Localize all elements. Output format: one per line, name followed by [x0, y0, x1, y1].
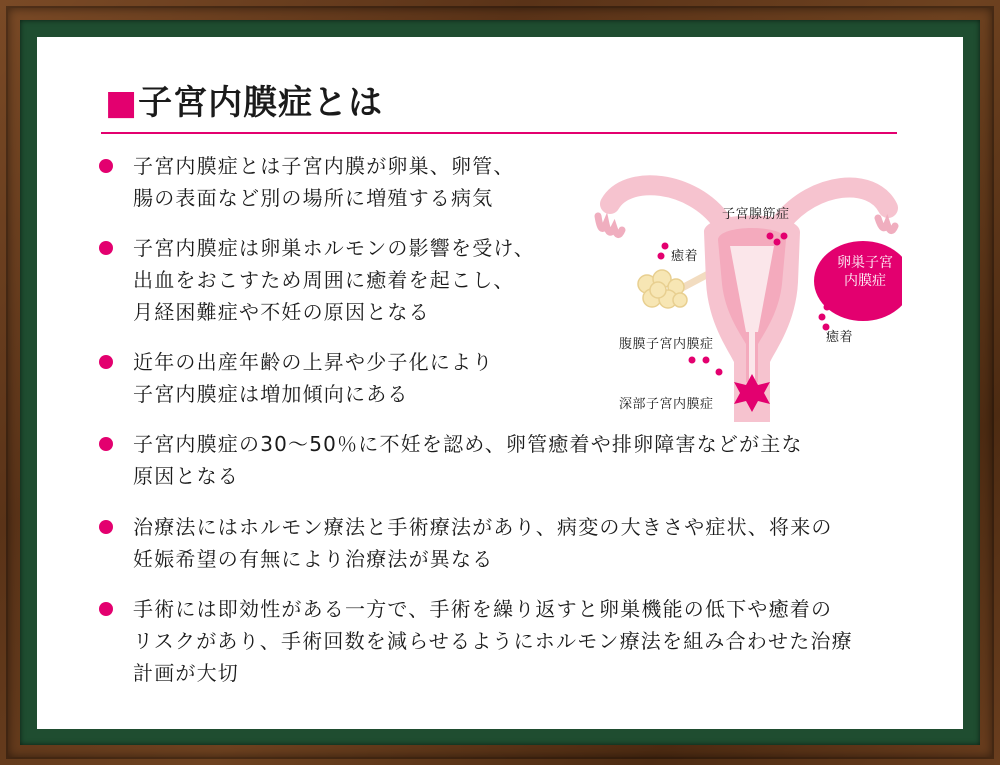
bullet-line: 計画が大切 [133, 661, 239, 685]
bullet-line: 手術には即効性がある一方で、手術を繰り返すと卵巣機能の低下や癒着の [133, 597, 833, 621]
bullet-dot-icon [99, 159, 113, 173]
page-title [105, 83, 383, 123]
bullet-line: 腸の表面など別の場所に増殖する病気 [133, 186, 494, 210]
lesion-dot [774, 239, 781, 246]
bullet-line: リスクがあり、手術回数を減らせるようにホルモン療法を組み合わせた治療 [133, 629, 853, 653]
bullet-item [109, 150, 515, 214]
label-line: 内膜症 [844, 273, 886, 289]
uterus-illustration [572, 152, 902, 422]
bullet-line: 出血をおこすため周囲に癒着を起こし、 [133, 268, 515, 292]
lesion-dot [716, 369, 723, 376]
bullet-dot-icon [99, 355, 113, 369]
lesion-dot [824, 304, 831, 311]
bullet-item [109, 593, 853, 689]
label-deep: 深部子宮内膜症 [619, 397, 714, 412]
bullet-dot-icon [99, 520, 113, 534]
label-ovarian-endometrioma [810, 254, 920, 290]
right-fimbriae [878, 218, 895, 231]
title-text: 子宮内膜症とは [138, 83, 384, 123]
bullet-line: 治療法にはホルモン療法と手術療法があり、病変の大きさや症状、将来の [133, 515, 833, 539]
label-adhesion-right: 癒着 [826, 330, 854, 345]
label-line: 卵巣子宮 [837, 255, 893, 271]
lesion-dot [662, 243, 669, 250]
bullet-line: 子宮内膜症は卵巣ホルモンの影響を受け、 [133, 236, 535, 260]
label-peritoneal: 腹膜子宮内膜症 [619, 337, 714, 352]
bullet-line: 月経困難症や不妊の原因となる [133, 300, 430, 324]
title-underline [101, 132, 897, 134]
lesion-dot [767, 233, 774, 240]
bullet-dot-icon [99, 241, 113, 255]
bullet-item [109, 232, 535, 328]
lesion-dot [658, 253, 665, 260]
bullet-line: 原因となる [133, 464, 239, 488]
content-board [37, 37, 963, 729]
bullet-line: 近年の出産年齢の上昇や少子化により [133, 350, 494, 374]
label-adhesion-left: 癒着 [671, 249, 699, 264]
lesion-dot [689, 357, 696, 364]
bullet-line: 妊娠希望の有無により治療法が異なる [133, 547, 494, 571]
lesion-dot [819, 314, 826, 321]
lesion-dot [781, 233, 788, 240]
bullet-line: 子宮内膜症の30〜50％に不妊を認め、卵管癒着や排卵障害などが主な [133, 432, 803, 456]
bullet-dot-icon [99, 602, 113, 616]
left-fallopian-tube [610, 185, 722, 222]
bullet-line: 子宮内膜症は増加傾向にある [133, 382, 409, 406]
title-square-icon: ■ [105, 83, 139, 123]
lesion-dot [703, 357, 710, 364]
bullet-line: 子宮内膜症とは子宮内膜が卵巣、卵管、 [133, 154, 515, 178]
left-ovary [638, 270, 687, 308]
right-fallopian-tube [782, 187, 888, 222]
bullet-item [109, 346, 493, 410]
label-adenomyosis: 子宮腺筋症 [722, 207, 790, 222]
left-fimbriae [598, 216, 622, 235]
bullet-item [109, 511, 833, 575]
bullet-dot-icon [99, 437, 113, 451]
bullet-item [109, 428, 803, 492]
